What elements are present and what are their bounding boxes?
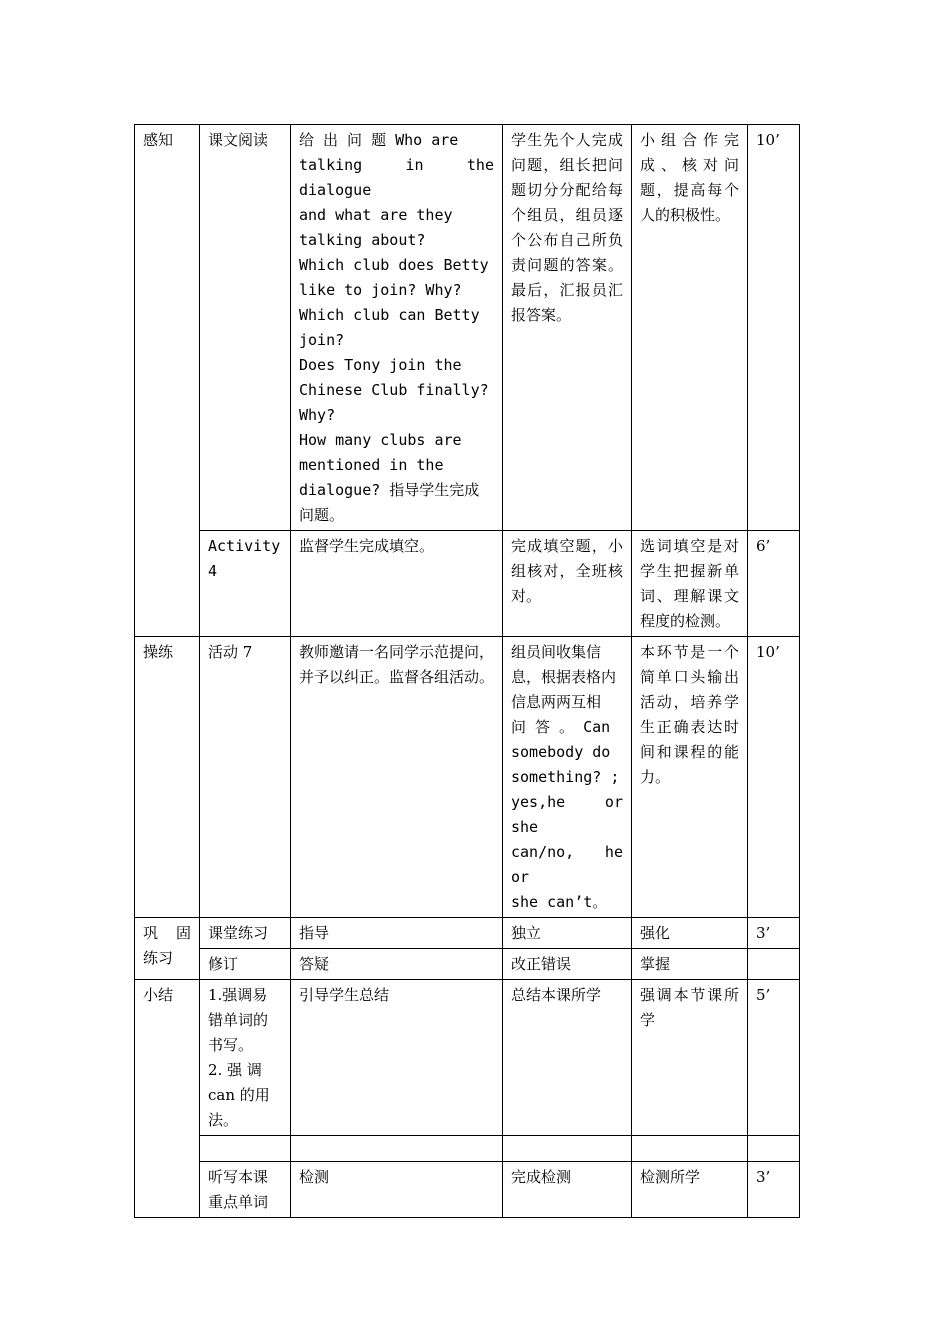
design-intent-cell: 本环节是一个简单口头输出活动，培养学生正确表达时间和课程的能力。 [632,637,748,918]
student-activity-cell: 组员间收集信 息，根据表格内 信息两两互相 问 答 。 Can somebody do something? ; yes,he or she can/no, he or she can’t。 [503,637,632,918]
time-cell: 5’ [748,980,800,1136]
time-cell [748,949,800,980]
time-cell: 3’ [748,1162,800,1218]
teacher-activity-cell: 引导学生总结 [291,980,503,1136]
step-cell: 课文阅读 [200,125,291,531]
stage-cell: 感知 [135,125,200,637]
table-row [135,1162,800,1218]
table-row [135,125,800,531]
step-cell: 听写本课重点单词 [200,1162,291,1218]
empty-cell [200,1136,291,1162]
empty-cell [632,1136,748,1162]
teacher-activity-cell: 答疑 [291,949,503,980]
step-cell: 1.强调易 错单词的 书写。 2. 强 调 can 的用 法。 [200,980,291,1136]
teacher-activity-cell: 检测 [291,1162,503,1218]
student-activity-cell: 完成填空题，小组核对，全班核对。 [503,531,632,637]
design-intent-cell: 检测所学 [632,1162,748,1218]
empty-cell [503,1136,632,1162]
table-row [135,949,800,980]
time-cell: 6’ [748,531,800,637]
time-cell: 10’ [748,125,800,531]
student-activity-cell: 独立 [503,918,632,949]
time-cell: 10’ [748,637,800,918]
teacher-activity-cell: 监督学生完成填空。 [291,531,503,637]
table-row [135,918,800,949]
step-cell: 活动 7 [200,637,291,918]
table-row-empty [135,1136,800,1162]
student-activity-cell: 改正错误 [503,949,632,980]
stage-cell: 操练 [135,637,200,918]
empty-cell [291,1136,503,1162]
table-row [135,637,800,918]
teacher-activity-cell: 教师邀请一名同学示范提问，并予以纠正。监督各组活动。 [291,637,503,918]
step-cell: 修订 [200,949,291,980]
table-row [135,980,800,1136]
lesson-plan-table [134,124,800,1218]
table-row [135,531,800,637]
student-activity-cell: 完成检测 [503,1162,632,1218]
design-intent-cell: 小组合作完成、核对问题，提高每个人的积极性。 [632,125,748,531]
design-intent-cell: 强调本节课所学 [632,980,748,1136]
empty-cell [748,1136,800,1162]
design-intent-cell: 强化 [632,918,748,949]
step-cell: Activity 4 [200,531,291,637]
teacher-activity-cell: 指导 [291,918,503,949]
student-activity-cell: 总结本课所学 [503,980,632,1136]
time-cell: 3’ [748,918,800,949]
stage-cell: 巩 固 练习 [135,918,200,980]
design-intent-cell: 掌握 [632,949,748,980]
teacher-activity-cell: 给 出 问 题 Who are talking in the dialogue and what are they talking about? Which club does Betty like to join? Why? Which club can Betty join? Does Tony join the Chinese Club finally? Why? How many clubs are mentioned in the dialogue? 指导学生完成 问题。 [291,125,503,531]
design-intent-cell: 选词填空是对学生把握新单词、理解课文程度的检测。 [632,531,748,637]
step-cell: 课堂练习 [200,918,291,949]
student-activity-cell: 学生先个人完成问题，组长把问题切分分配给每个组员，组员逐个公布自己所负责问题的答案。最后，汇报员汇报答案。 [503,125,632,531]
stage-cell: 小结 [135,980,200,1218]
